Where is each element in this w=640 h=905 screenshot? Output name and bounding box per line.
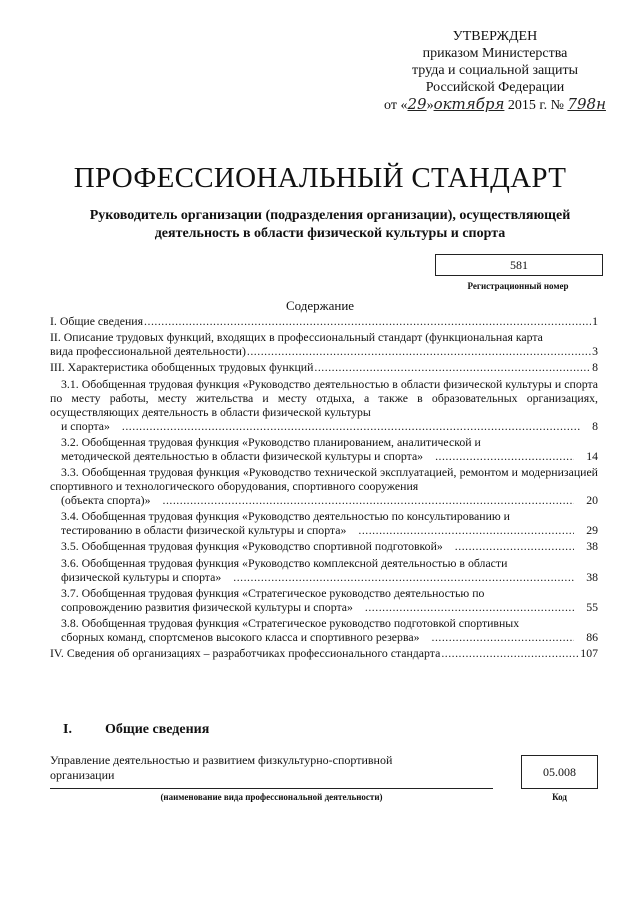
toc-leader-dots (144, 314, 591, 328)
toc-entry[interactable] (50, 330, 598, 358)
toc-entry[interactable] (50, 646, 598, 660)
toc-leader-dots (444, 539, 574, 553)
section-heading (63, 722, 209, 738)
date-month: октября (433, 95, 505, 113)
toc-entry-line (50, 523, 598, 537)
toc-page-number: 20 (586, 492, 598, 507)
toc-entry[interactable] (50, 435, 598, 463)
toc-entry-text: II. Описание трудовых функций, входящих в профессиональный стандарт (функциональная карта (50, 330, 543, 345)
toc-entry-line (50, 570, 598, 584)
toc-leader-dots (421, 630, 575, 644)
toc-entry-last-line: I. Общие сведения (50, 314, 144, 328)
toc-entry-last-line: методической деятельностью в области физической культуры и спорта» (61, 448, 424, 463)
toc-page-number: 38 (586, 569, 598, 584)
toc-entry-line (50, 646, 598, 660)
approval-date (380, 96, 610, 114)
toc-entry-line (50, 449, 598, 463)
toc-entry-text: 3.4. Обобщенная трудовая функция «Руководство деятельностью по консультированию и (61, 509, 510, 524)
toc-entry-last-line: (объекта спорта)» (61, 492, 151, 507)
toc-entry-line (50, 344, 598, 358)
activity-underline (50, 788, 493, 789)
toc-entry[interactable] (50, 539, 598, 553)
toc-leader-dots (222, 570, 574, 584)
toc-entry-last-line: сборных команд, спортсменов высокого класса и спортивного резерва» (61, 629, 420, 644)
toc-entry-last-line: физической культуры и спорта» (61, 569, 222, 584)
toc-entry[interactable] (50, 314, 598, 328)
toc-entry-text: 3.1. Обобщенная трудовая функция «Руководство деятельностью в области физической культуры и спорта по месту работы, месту жительства и месту отдыха, а также в образовательных организациях, осуществляющих деятельность в области физической культуры (50, 376, 598, 419)
toc-entry-text: 3.3. Обобщенная трудовая функция «Руководство технической эксплуатацией, ремонтом и модернизацией спортивного и технологического оборудования, спортивного сооружения (50, 464, 598, 493)
date-year: 2015 г. № (507, 98, 564, 113)
document-subtitle: Руководитель организации (подразделения организации), осуществляющей деятельность в области физической культуры и спорта (89, 208, 571, 241)
activity-code-box: 05.008 (521, 755, 598, 789)
toc-entry-last-line: III. Характеристика обобщенных трудовых функций (50, 360, 314, 375)
toc-leader-dots (354, 600, 574, 614)
approval-block (380, 28, 610, 114)
approval-line: Российской Федерации (425, 80, 565, 95)
toc-page-number: 3 (592, 344, 598, 359)
toc-entry-last-line: и спорта» (61, 418, 110, 433)
toc-entry-text: 3.2. Обобщенная трудовая функция «Руководство планированием, аналитической и (61, 434, 481, 449)
toc-page-number: 14 (586, 448, 598, 463)
toc-entry[interactable] (50, 465, 598, 507)
approval-heading: УТВЕРЖДЕН (452, 29, 538, 44)
toc-entry[interactable] (50, 586, 598, 614)
toc-entry-text: 3.8. Обобщенная трудовая функция «Стратегическое руководство подготовкой спортивных (61, 615, 520, 630)
toc-entry[interactable] (50, 377, 598, 433)
toc-leader-dots (247, 344, 591, 358)
toc-page-number: 8 (592, 360, 598, 375)
toc-entry-last-line: IV. Сведения об организациях – разработчиках профессионального стандарта (50, 646, 441, 661)
toc-entry-last-line: сопровождению развития физической культуры и спорта» (61, 599, 353, 614)
contents-heading: Содержание (285, 298, 355, 313)
toc-leader-dots (111, 419, 580, 433)
toc-entry-last-line: вида профессиональной деятельности) (50, 344, 246, 359)
section-title: Общие сведения (105, 722, 210, 737)
toc-page-number: 86 (586, 629, 598, 644)
toc-entry[interactable] (50, 360, 598, 374)
toc-page-number: 55 (586, 599, 598, 614)
toc-entry[interactable] (50, 509, 598, 537)
date-prefix: от « (384, 98, 408, 113)
toc-entry[interactable] (50, 616, 598, 644)
registration-number-box: 581 (435, 254, 603, 276)
activity-code-label: Код (552, 792, 567, 802)
date-mid: » (426, 98, 434, 113)
toc-leader-dots (152, 493, 575, 507)
table-of-contents (50, 314, 598, 662)
toc-leader-dots (424, 449, 574, 463)
toc-entry[interactable] (50, 556, 598, 584)
toc-entry-line (50, 419, 598, 433)
toc-entry-text: 3.7. Обобщенная трудовая функция «Стратегическое руководство деятельностью по (61, 585, 485, 600)
activity-caption: (наименование вида профессиональной деятельности) (160, 792, 383, 802)
toc-entry-line (50, 630, 598, 644)
toc-entry-last-line: тестированию в области физической культуры и спорта» (61, 523, 347, 538)
toc-entry-line (50, 493, 598, 507)
toc-page-number: 8 (592, 418, 598, 433)
toc-leader-dots (314, 360, 591, 374)
date-day: 29 (407, 95, 427, 113)
document-title: ПРОФЕССИОНАЛЬНЫЙ СТАНДАРТ (73, 162, 567, 194)
registration-number-label: Регистрационный номер (467, 281, 569, 291)
section-number: I. (63, 722, 72, 737)
toc-leader-dots (441, 646, 579, 660)
toc-entry-line (50, 539, 598, 553)
toc-entry-line (50, 314, 598, 328)
toc-entry-line (50, 600, 598, 614)
toc-page-number: 29 (586, 523, 598, 538)
toc-page-number: 107 (580, 646, 598, 661)
toc-leader-dots (347, 523, 574, 537)
toc-entry-last-line: 3.5. Обобщенная трудовая функция «Руководство спортивной подготовкой» (61, 539, 443, 554)
activity-name: Управление деятельностью и развитием физкультурно-спортивной организации (50, 753, 393, 782)
toc-page-number: 38 (586, 539, 598, 554)
toc-entry-line (50, 360, 598, 374)
order-number: 798н (567, 95, 606, 113)
approval-line: труда и социальной защиты (412, 63, 578, 78)
toc-entry-text: 3.6. Обобщенная трудовая функция «Руководство комплексной деятельностью в области (61, 555, 508, 570)
toc-page-number: 1 (592, 314, 598, 328)
approval-line: приказом Министерства (422, 46, 568, 61)
